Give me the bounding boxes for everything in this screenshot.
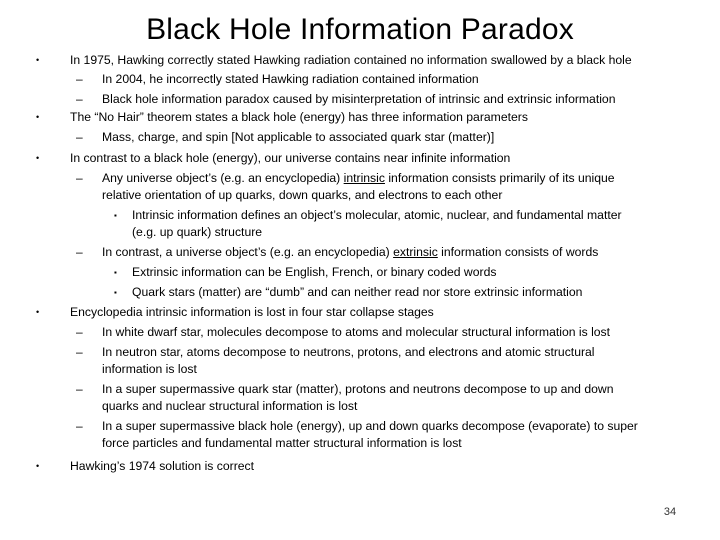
bullet-4: • [36,307,40,317]
sub-bullet-1: ▪ [114,211,117,220]
line-5: Mass, charge, and spin [Not applicable to associated quark star (matter)] [102,130,495,144]
dash-8: – [76,382,83,396]
sub-bullet-3: ▪ [114,288,117,297]
line-6: In contrast to a black hole (energy), our universe contains near infinite information [70,151,511,165]
line-12: Extrinsic information can be English, French, or binary coded words [132,265,497,279]
bullet-3: • [36,153,40,163]
bullet-2: • [36,112,40,122]
line-21: force particles and fundamental matter structural information is lost [102,436,462,450]
line-8: relative orientation of up quarks, down quarks, and electrons to each other [102,188,503,202]
line-16: In neutron star, atoms decompose to neutrons, protons, and electrons and atomic structural [102,345,595,359]
line-2: In 2004, he incorrectly stated Hawking radiation contained information [102,72,479,86]
line-15: In white dwarf star, molecules decompose to atoms and molecular structural information is lost [102,325,611,339]
dash-3: – [76,130,83,144]
line-4: The “No Hair” theorem states a black hole (energy) has three information parameters [70,110,528,124]
dash-7: – [76,345,83,359]
dash-5: – [76,245,83,259]
line-22: Hawking’s 1974 solution is correct [70,459,255,473]
line-13: Quark stars (matter) are “dumb” and can neither read nor store extrinsic information [132,285,583,299]
line-1: In 1975, Hawking correctly stated Hawking radiation contained no information swallowed by a black hole [70,53,632,67]
dash-2: – [76,92,83,106]
extrinsic-term: extrinsic [393,245,438,259]
dash-4: – [76,171,83,185]
sub-bullet-2: ▪ [114,268,117,277]
bullet-5: • [36,461,40,471]
line-7-b: information consists primarily of its unique [384,171,615,185]
slide-title: Black Hole Information Paradox [146,13,574,46]
line-19: quarks and nuclear structural information is lost [102,399,358,413]
line-10: (e.g. up quark) structure [132,225,263,239]
dash-1: – [76,72,83,86]
line-11-b: information consists of words [437,245,599,259]
line-20: In a super supermassive black hole (energy), up and down quarks decompose (evaporate) to super [102,419,638,433]
page-number: 34 [663,506,677,518]
line-11 [102,244,598,261]
line-3: Black hole information paradox caused by misinterpretation of intrinsic and extrinsic information [102,92,616,106]
bullet-1: • [36,55,40,65]
line-14: Encyclopedia intrinsic information is lost in four star collapse stages [70,305,434,319]
line-17: information is lost [102,362,197,376]
line-18: In a super supermassive quark star (matter), protons and neutrons decompose to up and down [102,382,614,396]
line-9: Intrinsic information defines an object’s molecular, atomic, nuclear, and fundamental matter [132,208,622,222]
line-7 [102,170,615,187]
intrinsic-term: intrinsic [343,171,385,185]
line-7-a: Any universe object’s (e.g. an encyclopedia) [102,171,344,185]
line-11-a: In contrast, a universe object’s (e.g. an encyclopedia) [102,245,394,259]
dash-9: – [76,419,83,433]
dash-6: – [76,325,83,339]
